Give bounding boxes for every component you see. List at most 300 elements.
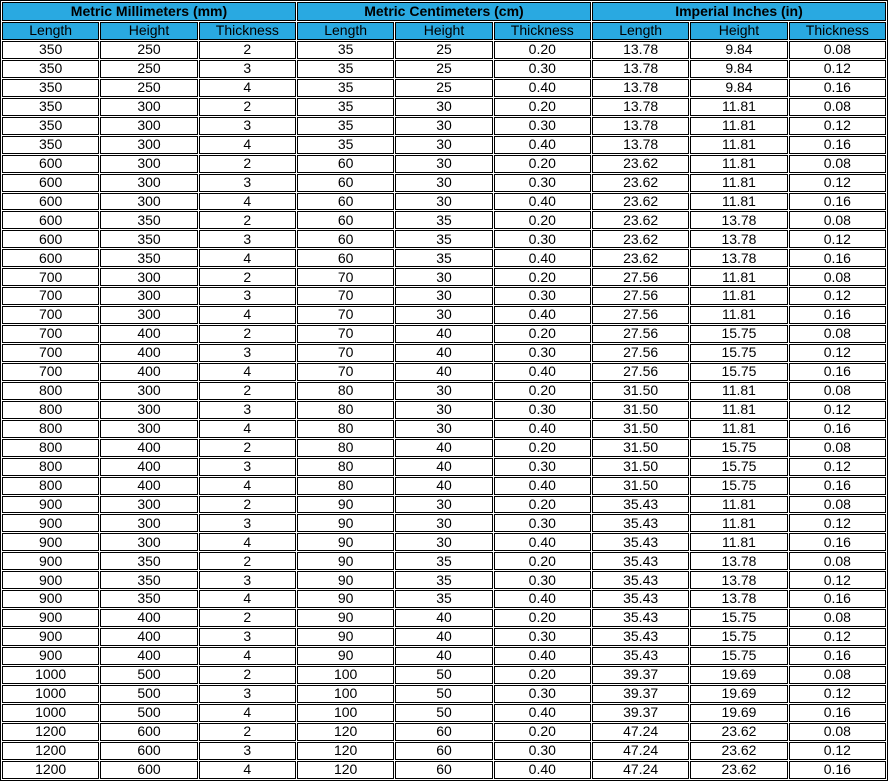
cell: 40 <box>395 628 492 646</box>
cell: 23.62 <box>592 249 689 267</box>
cell: 40 <box>395 325 492 343</box>
cell: 1200 <box>2 723 99 741</box>
cell: 40 <box>395 363 492 381</box>
cell: 80 <box>297 439 394 457</box>
cell: 120 <box>297 723 394 741</box>
table-row <box>2 98 886 116</box>
cell: 4 <box>199 136 296 154</box>
table-row <box>2 571 886 589</box>
cell: 0.16 <box>789 363 886 381</box>
cell: 80 <box>297 401 394 419</box>
table-row <box>2 496 886 514</box>
cell: 31.50 <box>592 382 689 400</box>
cell: 350 <box>2 98 99 116</box>
cell: 0.40 <box>494 306 591 324</box>
cell: 80 <box>297 420 394 438</box>
cell: 13.78 <box>592 79 689 97</box>
cell: 0.40 <box>494 420 591 438</box>
cell: 0.08 <box>789 325 886 343</box>
cell: 19.69 <box>690 666 787 684</box>
cell: 0.12 <box>789 514 886 532</box>
table-row <box>2 174 886 192</box>
cell: 350 <box>100 249 197 267</box>
cell: 90 <box>297 628 394 646</box>
cell: 15.75 <box>690 647 787 665</box>
cell: 0.20 <box>494 496 591 514</box>
cell: 0.40 <box>494 136 591 154</box>
cell: 900 <box>2 514 99 532</box>
cell: 50 <box>395 685 492 703</box>
cell: 0.08 <box>789 666 886 684</box>
cell: 30 <box>395 174 492 192</box>
cell: 350 <box>100 230 197 248</box>
table-row <box>2 211 886 229</box>
cell: 35.43 <box>592 628 689 646</box>
cell: 350 <box>2 41 99 59</box>
cell: 3 <box>199 742 296 760</box>
cell: 0.12 <box>789 60 886 78</box>
cell: 400 <box>100 458 197 476</box>
cell: 50 <box>395 666 492 684</box>
cell: 47.24 <box>592 742 689 760</box>
cell: 0.40 <box>494 193 591 211</box>
cell: 900 <box>2 496 99 514</box>
cell: 2 <box>199 155 296 173</box>
cell: 350 <box>2 117 99 135</box>
cell: 0.12 <box>789 287 886 305</box>
cell: 30 <box>395 496 492 514</box>
cell: 0.20 <box>494 609 591 627</box>
cell: 4 <box>199 363 296 381</box>
cell: 300 <box>100 401 197 419</box>
cell: 0.40 <box>494 704 591 722</box>
cell: 300 <box>100 268 197 286</box>
cell: 0.16 <box>789 306 886 324</box>
cell: 30 <box>395 420 492 438</box>
cell: 0.16 <box>789 79 886 97</box>
cell: 700 <box>2 306 99 324</box>
cell: 0.30 <box>494 685 591 703</box>
cell: 350 <box>2 60 99 78</box>
cell: 350 <box>2 136 99 154</box>
cell: 0.08 <box>789 496 886 514</box>
cell: 35 <box>297 98 394 116</box>
cell: 2 <box>199 496 296 514</box>
table-row <box>2 287 886 305</box>
cell: 0.30 <box>494 344 591 362</box>
cell: 0.08 <box>789 268 886 286</box>
cell: 70 <box>297 287 394 305</box>
cell: 13.78 <box>592 136 689 154</box>
table-row <box>2 514 886 532</box>
cell: 3 <box>199 628 296 646</box>
cell: 900 <box>2 628 99 646</box>
cell: 70 <box>297 363 394 381</box>
cell: 120 <box>297 761 394 779</box>
cell: 11.81 <box>690 533 787 551</box>
cell: 15.75 <box>690 628 787 646</box>
table-row <box>2 363 886 381</box>
cell: 300 <box>100 117 197 135</box>
cell: 19.69 <box>690 704 787 722</box>
cell: 0.30 <box>494 628 591 646</box>
cell: 0.30 <box>494 174 591 192</box>
table-row <box>2 401 886 419</box>
cell: 300 <box>100 496 197 514</box>
cell: 0.40 <box>494 647 591 665</box>
group-header-metric-mm: Metric Millimeters (mm) <box>2 2 296 21</box>
table-row <box>2 761 886 779</box>
cell: 900 <box>2 609 99 627</box>
cell: 27.56 <box>592 287 689 305</box>
cell: 11.81 <box>690 306 787 324</box>
cell: 250 <box>100 79 197 97</box>
cell: 2 <box>199 98 296 116</box>
cell: 700 <box>2 363 99 381</box>
cell: 3 <box>199 344 296 362</box>
cell: 900 <box>2 533 99 551</box>
cell: 700 <box>2 325 99 343</box>
cell: 11.81 <box>690 514 787 532</box>
table-row <box>2 477 886 495</box>
cell: 350 <box>100 590 197 608</box>
cell: 0.30 <box>494 60 591 78</box>
cell: 60 <box>297 211 394 229</box>
cell: 35.43 <box>592 609 689 627</box>
cell: 900 <box>2 571 99 589</box>
cell: 0.16 <box>789 704 886 722</box>
cell: 11.81 <box>690 401 787 419</box>
cell: 800 <box>2 477 99 495</box>
cell: 0.12 <box>789 401 886 419</box>
cell: 60 <box>297 174 394 192</box>
cell: 35 <box>297 60 394 78</box>
cell: 2 <box>199 723 296 741</box>
cell: 13.78 <box>592 41 689 59</box>
col-header-in-height: Height <box>690 22 787 40</box>
cell: 90 <box>297 571 394 589</box>
cell: 80 <box>297 477 394 495</box>
cell: 600 <box>100 742 197 760</box>
cell: 0.20 <box>494 723 591 741</box>
table-row <box>2 552 886 570</box>
group-header-imperial-in: Imperial Inches (in) <box>592 2 886 21</box>
cell: 0.20 <box>494 41 591 59</box>
cell: 2 <box>199 666 296 684</box>
col-header-mm-length: Length <box>2 22 99 40</box>
cell: 0.12 <box>789 685 886 703</box>
cell: 0.12 <box>789 571 886 589</box>
cell: 0.12 <box>789 742 886 760</box>
table-row <box>2 117 886 135</box>
cell: 2 <box>199 439 296 457</box>
cell: 0.16 <box>789 136 886 154</box>
cell: 35 <box>395 552 492 570</box>
cell: 15.75 <box>690 458 787 476</box>
cell: 0.20 <box>494 211 591 229</box>
col-header-cm-thickness: Thickness <box>494 22 591 40</box>
cell: 400 <box>100 344 197 362</box>
cell: 600 <box>2 230 99 248</box>
cell: 300 <box>100 420 197 438</box>
cell: 23.62 <box>690 723 787 741</box>
cell: 90 <box>297 533 394 551</box>
cell: 3 <box>199 117 296 135</box>
table-row <box>2 193 886 211</box>
cell: 700 <box>2 287 99 305</box>
cell: 3 <box>199 287 296 305</box>
cell: 350 <box>100 211 197 229</box>
cell: 23.62 <box>592 174 689 192</box>
cell: 40 <box>395 477 492 495</box>
cell: 60 <box>297 193 394 211</box>
cell: 400 <box>100 647 197 665</box>
cell: 0.40 <box>494 590 591 608</box>
col-header-in-length: Length <box>592 22 689 40</box>
table-row <box>2 590 886 608</box>
cell: 35 <box>297 79 394 97</box>
cell: 400 <box>100 363 197 381</box>
cell: 400 <box>100 325 197 343</box>
cell: 1000 <box>2 666 99 684</box>
cell: 0.30 <box>494 230 591 248</box>
cell: 31.50 <box>592 420 689 438</box>
cell: 350 <box>100 552 197 570</box>
table-body <box>2 41 886 779</box>
cell: 0.40 <box>494 533 591 551</box>
cell: 0.40 <box>494 477 591 495</box>
cell: 0.20 <box>494 382 591 400</box>
cell: 3 <box>199 60 296 78</box>
cell: 0.12 <box>789 344 886 362</box>
cell: 400 <box>100 439 197 457</box>
cell: 30 <box>395 193 492 211</box>
cell: 0.20 <box>494 98 591 116</box>
cell: 13.78 <box>592 60 689 78</box>
cell: 600 <box>2 249 99 267</box>
cell: 0.08 <box>789 723 886 741</box>
cell: 400 <box>100 628 197 646</box>
cell: 35 <box>395 230 492 248</box>
cell: 11.81 <box>690 98 787 116</box>
cell: 1200 <box>2 742 99 760</box>
cell: 30 <box>395 155 492 173</box>
cell: 23.62 <box>690 742 787 760</box>
cell: 9.84 <box>690 79 787 97</box>
col-header-mm-height: Height <box>100 22 197 40</box>
cell: 0.16 <box>789 420 886 438</box>
cell: 30 <box>395 514 492 532</box>
cell: 120 <box>297 742 394 760</box>
cell: 9.84 <box>690 41 787 59</box>
cell: 300 <box>100 306 197 324</box>
cell: 70 <box>297 306 394 324</box>
cell: 30 <box>395 98 492 116</box>
cell: 70 <box>297 344 394 362</box>
cell: 31.50 <box>592 477 689 495</box>
table-row <box>2 268 886 286</box>
cell: 30 <box>395 306 492 324</box>
cell: 23.62 <box>592 211 689 229</box>
cell: 2 <box>199 609 296 627</box>
cell: 70 <box>297 325 394 343</box>
cell: 25 <box>395 79 492 97</box>
cell: 300 <box>100 98 197 116</box>
cell: 35.43 <box>592 647 689 665</box>
cell: 27.56 <box>592 344 689 362</box>
cell: 60 <box>395 723 492 741</box>
cell: 35.43 <box>592 496 689 514</box>
cell: 600 <box>2 155 99 173</box>
cell: 600 <box>100 761 197 779</box>
cell: 13.78 <box>690 230 787 248</box>
cell: 90 <box>297 647 394 665</box>
cell: 40 <box>395 647 492 665</box>
cell: 300 <box>100 287 197 305</box>
cell: 60 <box>395 761 492 779</box>
cell: 700 <box>2 268 99 286</box>
cell: 800 <box>2 382 99 400</box>
table-row <box>2 458 886 476</box>
cell: 500 <box>100 666 197 684</box>
cell: 0.12 <box>789 117 886 135</box>
cell: 0.16 <box>789 590 886 608</box>
cell: 39.37 <box>592 685 689 703</box>
cell: 90 <box>297 496 394 514</box>
cell: 35 <box>395 211 492 229</box>
cell: 4 <box>199 647 296 665</box>
cell: 600 <box>2 193 99 211</box>
cell: 0.30 <box>494 287 591 305</box>
table-row <box>2 344 886 362</box>
cell: 23.62 <box>592 230 689 248</box>
cell: 0.08 <box>789 382 886 400</box>
table-row <box>2 249 886 267</box>
cell: 1200 <box>2 761 99 779</box>
cell: 4 <box>199 761 296 779</box>
cell: 0.16 <box>789 477 886 495</box>
table-row <box>2 609 886 627</box>
cell: 30 <box>395 287 492 305</box>
cell: 250 <box>100 60 197 78</box>
cell: 90 <box>297 514 394 532</box>
cell: 2 <box>199 325 296 343</box>
cell: 3 <box>199 514 296 532</box>
cell: 2 <box>199 382 296 400</box>
table-row <box>2 420 886 438</box>
column-header-row <box>2 22 886 40</box>
cell: 2 <box>199 41 296 59</box>
table-row <box>2 628 886 646</box>
cell: 27.56 <box>592 306 689 324</box>
cell: 27.56 <box>592 268 689 286</box>
cell: 0.20 <box>494 155 591 173</box>
cell: 25 <box>395 41 492 59</box>
cell: 0.08 <box>789 98 886 116</box>
cell: 700 <box>2 344 99 362</box>
cell: 11.81 <box>690 117 787 135</box>
cell: 3 <box>199 571 296 589</box>
cell: 15.75 <box>690 439 787 457</box>
cell: 0.30 <box>494 401 591 419</box>
cell: 4 <box>199 533 296 551</box>
cell: 47.24 <box>592 723 689 741</box>
cell: 31.50 <box>592 458 689 476</box>
cell: 2 <box>199 552 296 570</box>
cell: 4 <box>199 249 296 267</box>
cell: 500 <box>100 704 197 722</box>
cell: 0.40 <box>494 249 591 267</box>
cell: 2 <box>199 211 296 229</box>
table-row <box>2 136 886 154</box>
cell: 30 <box>395 268 492 286</box>
table-row <box>2 41 886 59</box>
cell: 250 <box>100 41 197 59</box>
cell: 15.75 <box>690 363 787 381</box>
cell: 3 <box>199 401 296 419</box>
cell: 60 <box>395 742 492 760</box>
cell: 0.16 <box>789 761 886 779</box>
table-row <box>2 306 886 324</box>
cell: 4 <box>199 306 296 324</box>
cell: 4 <box>199 193 296 211</box>
cell: 31.50 <box>592 401 689 419</box>
table-row <box>2 155 886 173</box>
cell: 0.16 <box>789 249 886 267</box>
cell: 500 <box>100 685 197 703</box>
cell: 35 <box>395 571 492 589</box>
cell: 11.81 <box>690 382 787 400</box>
table-row <box>2 230 886 248</box>
cell: 0.20 <box>494 325 591 343</box>
col-header-cm-length: Length <box>297 22 394 40</box>
table-row <box>2 723 886 741</box>
cell: 0.08 <box>789 552 886 570</box>
cell: 0.08 <box>789 439 886 457</box>
cell: 0.20 <box>494 666 591 684</box>
cell: 400 <box>100 609 197 627</box>
cell: 90 <box>297 552 394 570</box>
table-row <box>2 533 886 551</box>
cell: 1000 <box>2 685 99 703</box>
cell: 300 <box>100 155 197 173</box>
cell: 300 <box>100 136 197 154</box>
cell: 11.81 <box>690 193 787 211</box>
cell: 800 <box>2 439 99 457</box>
cell: 39.37 <box>592 666 689 684</box>
cell: 27.56 <box>592 363 689 381</box>
cell: 2 <box>199 268 296 286</box>
table-row <box>2 325 886 343</box>
cell: 3 <box>199 230 296 248</box>
table-row <box>2 647 886 665</box>
cell: 0.16 <box>789 647 886 665</box>
cell: 350 <box>100 571 197 589</box>
cell: 4 <box>199 477 296 495</box>
cell: 4 <box>199 79 296 97</box>
cell: 35.43 <box>592 514 689 532</box>
cell: 400 <box>100 477 197 495</box>
cell: 600 <box>2 174 99 192</box>
cell: 60 <box>297 155 394 173</box>
cell: 39.37 <box>592 704 689 722</box>
cell: 35.43 <box>592 552 689 570</box>
cell: 0.30 <box>494 117 591 135</box>
cell: 31.50 <box>592 439 689 457</box>
cell: 35.43 <box>592 533 689 551</box>
cell: 13.78 <box>690 571 787 589</box>
cell: 11.81 <box>690 287 787 305</box>
